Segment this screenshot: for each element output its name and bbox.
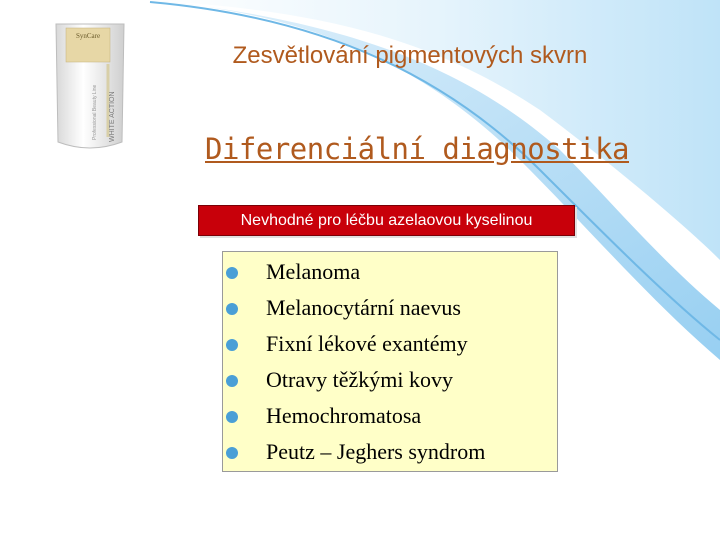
list-item-label: Melanocytární naevus <box>266 295 461 320</box>
list-item-label: Hemochromatosa <box>266 403 422 428</box>
section-banner: Nevhodné pro léčbu azelaovou kyselinou <box>198 205 575 236</box>
bullet-icon <box>226 447 238 459</box>
list-item-label: Otravy těžkými kovy <box>266 367 453 392</box>
list-item <box>226 293 485 329</box>
list-item-label: Fixní lékové exantémy <box>266 331 468 356</box>
tube-brand: SynCare <box>75 32 101 40</box>
list-item <box>226 401 485 437</box>
list-item <box>226 437 485 473</box>
bullet-icon <box>226 411 238 423</box>
tube-line: Professional Beauty Line <box>92 84 98 140</box>
tube-name: WHITE ACTION <box>109 91 116 142</box>
list-item-label: Melanoma <box>266 259 361 284</box>
list-item-label: Peutz – Jeghers syndrom <box>266 439 486 464</box>
bullet-icon <box>226 303 238 315</box>
slide-heading: Diferenciální diagnostika <box>205 132 629 166</box>
bullet-icon <box>226 267 238 279</box>
list-item <box>226 329 485 365</box>
diagnosis-list <box>226 257 485 473</box>
list-item <box>226 257 485 293</box>
bullet-icon <box>226 339 238 351</box>
bullet-icon <box>226 375 238 387</box>
slide-subtitle: Zesvětlování pigmentových skvrn <box>232 42 588 69</box>
list-item <box>226 365 485 401</box>
